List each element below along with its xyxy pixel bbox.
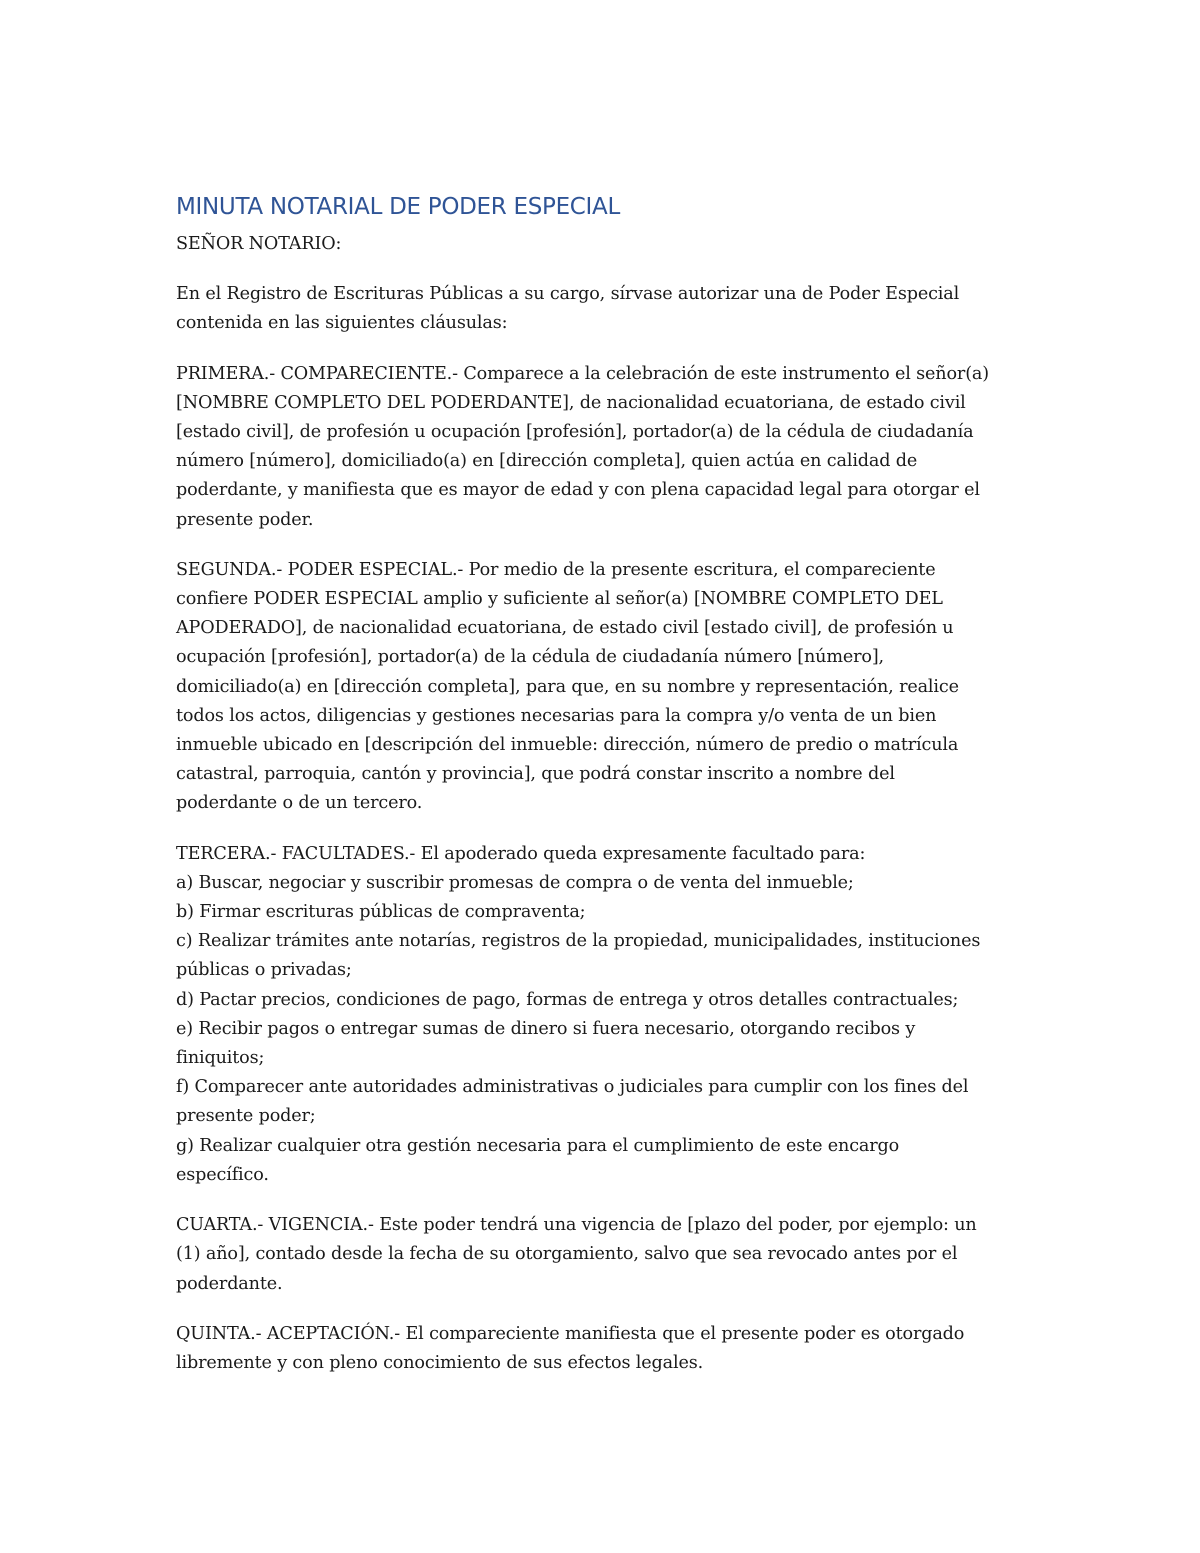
text-line: En el Registro de Escrituras Públicas a su cargo, sírvase autorizar una de Poder Especial — [176, 284, 960, 305]
clause-tercera — [176, 840, 1026, 1190]
text-line: poderdante o de un tercero. — [176, 793, 423, 814]
document-body — [176, 188, 1026, 1378]
list-item: c) Realizar trámites ante notarías, registros de la propiedad, municipalidades, instituciones — [176, 931, 981, 952]
text-line: poderdante, y manifiesta que es mayor de edad y con plena capacidad legal para otorgar el — [176, 480, 980, 501]
text-line: [estado civil], de profesión u ocupación [profesión], portador(a) de la cédula de ciudadanía — [176, 422, 974, 443]
text-line: contenida en las siguientes cláusulas: — [176, 313, 508, 334]
text-line: todos los actos, diligencias y gestiones necesarias para la compra y/o venta de un bien — [176, 705, 937, 726]
text-line: número [número], domiciliado(a) en [dirección completa], quien actúa en calidad de — [176, 451, 918, 472]
text-line: PRIMERA.- COMPARECIENTE.- Comparece a la celebración de este instrumento el señor(a) — [176, 363, 989, 384]
text-line: [NOMBRE COMPLETO DEL PODERDANTE], de nacionalidad ecuatoriana, de estado civil — [176, 392, 966, 413]
list-item: e) Recibir pagos o entregar sumas de dinero si fuera necesario, otorgando recibos y — [176, 1018, 916, 1039]
list-item: b) Firmar escrituras públicas de compraventa; — [176, 902, 586, 923]
text-line: domiciliado(a) en [dirección completa], para que, en su nombre y representación, realice — [176, 676, 959, 697]
text-line: APODERADO], de nacionalidad ecuatoriana, de estado civil [estado civil], de profesión u — [176, 618, 954, 639]
text-line: QUINTA.- ACEPTACIÓN.- El compareciente manifiesta que el presente poder es otorgado — [176, 1323, 965, 1344]
text-line: confiere PODER ESPECIAL amplio y suficiente al señor(a) [NOMBRE COMPLETO DEL — [176, 589, 943, 610]
text-line: poderdante. — [176, 1273, 283, 1294]
text-line: TERCERA.- FACULTADES.- El apoderado queda expresamente facultado para: — [176, 843, 866, 864]
clause-quinta — [176, 1320, 1026, 1378]
list-item: presente poder; — [176, 1106, 316, 1127]
text-line: CUARTA.- VIGENCIA.- Este poder tendrá una vigencia de [plazo del poder, por ejemplo: un — [176, 1215, 977, 1236]
list-item: finiquitos; — [176, 1048, 265, 1069]
list-item: públicas o privadas; — [176, 960, 352, 981]
list-item: g) Realizar cualquier otra gestión necesaria para el cumplimiento de este encargo — [176, 1135, 900, 1156]
document-title: MINUTA NOTARIAL DE PODER ESPECIAL — [176, 194, 620, 220]
intro-paragraph — [176, 280, 1026, 338]
text-line: (1) año], contado desde la fecha de su otorgamiento, salvo que sea revocado antes por el — [176, 1244, 958, 1265]
text-line: inmueble ubicado en [descripción del inmueble: dirección, número de predio o matrícula — [176, 735, 959, 756]
list-item: f) Comparecer ante autoridades administrativas o judiciales para cumplir con los fines del — [176, 1077, 969, 1098]
text-line: catastral, parroquia, cantón y provincia], que podrá constar inscrito a nombre del — [176, 764, 895, 785]
list-item: d) Pactar precios, condiciones de pago, formas de entrega y otros detalles contractuales; — [176, 989, 959, 1010]
list-item: a) Buscar, negociar y suscribir promesas de compra o de venta del inmueble; — [176, 872, 854, 893]
salutation: SEÑOR NOTARIO: — [176, 234, 342, 254]
text-line: SEGUNDA.- PODER ESPECIAL.- Por medio de la presente escritura, el compareciente — [176, 559, 936, 580]
clause-cuarta — [176, 1211, 1026, 1299]
text-line: presente poder. — [176, 509, 314, 530]
text-line: ocupación [profesión], portador(a) de la cédula de ciudadanía número [número], — [176, 647, 885, 668]
clause-primera — [176, 360, 1026, 535]
clause-segunda — [176, 556, 1026, 819]
text-line: libremente y con pleno conocimiento de sus efectos legales. — [176, 1352, 704, 1373]
list-item: específico. — [176, 1164, 269, 1185]
